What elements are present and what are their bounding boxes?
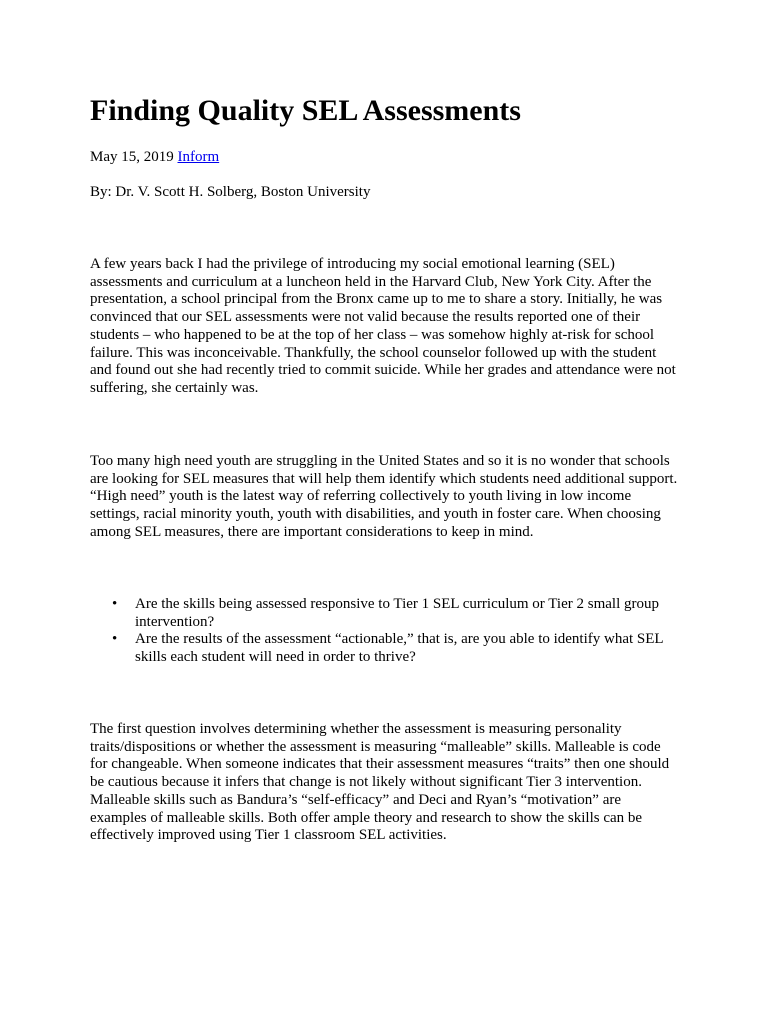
list-item-text: Are the skills being assessed responsive to Tier 1 SEL curriculum or Tier 2 small group intervention? [135,596,659,630]
article-title: Finding Quality SEL Assessments [90,94,521,127]
list-item-text: Are the results of the assessment “actionable,” that is, are you able to identify what SEL skills each student will need in order to thrive? [135,631,664,666]
category-link[interactable]: Inform [177,149,220,165]
publish-date: May 15, 2019 [90,149,174,165]
paragraph-2: Too many high need youth are struggling in the United States and so it is no wonder that schools are looking for SEL measures that will help them identify which students need additional support. “High need” youth is the latest way of referring collectively to youth living in low income settings, racial minority youth, youth with disabilities, and youth in foster care. When choosing among SEL measures, there are important considerations to keep in mind. [90,453,678,540]
date-line [90,148,219,166]
list-item [90,596,680,631]
byline: By: Dr. V. Scott H. Solberg, Boston University [90,184,371,200]
bullet-icon: • [112,631,118,648]
paragraph-3: The first question involves determining whether the assessment is measuring personality traits/dispositions or whether the assessment is measuring “malleable” skills. Malleable is code for changeable. When someone indicates that their assessment measures “traits” then one should be cautious because it infers that change is not likely without significant Tier 3 intervention. Malleable skills such as Bandura’s “self-efficacy” and Deci and Ryan’s “motivation” are examples of malleable skills. Both offer ample theory and research to show the skills can be effectively improved using Tier 1 classroom SEL activities. [90,721,670,844]
paragraph-1: A few years back I had the privilege of introducing my social emotional learning (SEL) assessments and curriculum at a luncheon held in the Harvard Club, New York City. After the presentation, a school principal from the Bronx came up to me to share a story. Initially, he was convinced that our SEL assessments were not valid because the results reported one of their students – who happened to be at the top of her class – was somehow highly at-risk for school failure. This was inconceivable. Thankfully, the school counselor followed up with the student and found out she had recently tried to commit suicide. While her grades and attendance were not suffering, she certainly was. [90,256,676,396]
questions-list [90,596,680,667]
list-item [90,631,680,666]
bullet-icon: • [112,596,118,612]
